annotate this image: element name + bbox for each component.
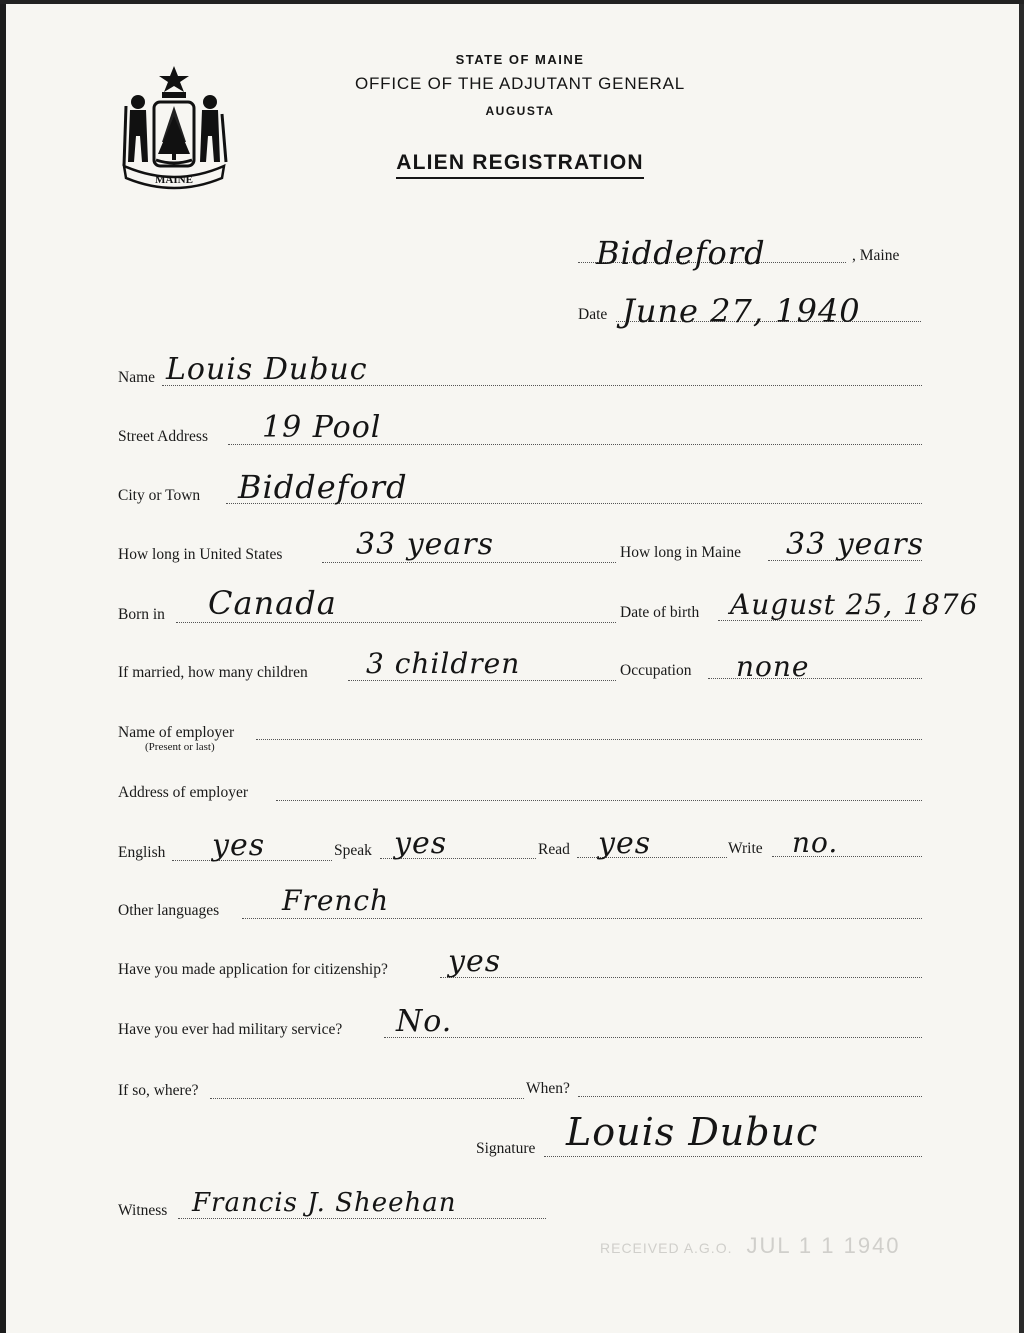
received-stamp [600, 1233, 901, 1259]
children-value: 3 children [366, 647, 521, 680]
occupation-label: Occupation [620, 662, 692, 679]
city-value: Biddeford [238, 468, 408, 506]
city-heading: AUGUSTA [485, 104, 555, 118]
write-label: Write [728, 840, 763, 857]
town-value: Biddeford [596, 234, 766, 272]
speak-value: yes [394, 826, 448, 861]
children-line [348, 680, 616, 681]
signature-value: Louis Dubuc [566, 1110, 819, 1154]
other-languages-line [242, 918, 922, 919]
how-long-us-value: 33 years [356, 527, 495, 562]
english-value: yes [212, 828, 266, 863]
where-line [210, 1098, 524, 1099]
form-title [0, 151, 1024, 175]
employer-note: (Present or last) [145, 741, 215, 753]
witness-line [178, 1218, 546, 1219]
name-value: Louis Dubuc [166, 352, 368, 387]
office-heading: OFFICE OF THE ADJUTANT GENERAL [354, 74, 686, 93]
born-in-value: Canada [208, 584, 337, 622]
form-title-text: ALIEN REGISTRATION [396, 151, 644, 179]
date-of-birth-value: August 25, 1876 [730, 588, 979, 621]
date-value: June 27, 1940 [622, 292, 861, 330]
military-value: No. [396, 1004, 453, 1039]
how-long-us-line [322, 562, 616, 563]
seal-banner-text: MAINE [155, 174, 193, 186]
city-label: City or Town [118, 487, 201, 504]
read-value: yes [598, 826, 652, 861]
citizenship-value: yes [448, 944, 502, 979]
write-value: no. [792, 826, 839, 859]
citizenship-label: Have you made application for citizenship? [118, 961, 388, 978]
how-long-maine-label: How long in Maine [620, 544, 741, 561]
scan-edge-right [1019, 0, 1024, 1333]
received-stamp-text: RECEIVED A.G.O. [600, 1240, 733, 1256]
name-label: Name [118, 369, 156, 386]
witness-label: Witness [118, 1202, 168, 1219]
children-label: If married, how many children [118, 664, 308, 681]
scan-edge-top [0, 0, 1024, 4]
military-line [384, 1037, 922, 1038]
date-of-birth-label: Date of birth [620, 604, 700, 621]
employer-label: Name of employer [118, 724, 235, 741]
born-in-line [176, 622, 616, 623]
citizenship-line [440, 977, 922, 978]
other-languages-value: French [282, 884, 390, 917]
how-long-us-label: How long in United States [118, 546, 283, 563]
employer-address-label: Address of employer [118, 784, 248, 801]
received-stamp-date: JUL 1 1 1940 [746, 1233, 901, 1258]
scan-edge-left [0, 0, 6, 1333]
other-languages-label: Other languages [118, 902, 220, 919]
state-heading: STATE OF MAINE [455, 52, 585, 67]
employer-address-line [276, 800, 922, 801]
signature-label: Signature [476, 1140, 536, 1157]
read-label: Read [538, 841, 570, 858]
witness-value: Francis J. Sheehan [192, 1188, 457, 1218]
speak-label: Speak [334, 842, 372, 859]
street-value: 19 Pool [262, 410, 382, 445]
employer-line [256, 739, 922, 740]
english-label: English [118, 844, 166, 861]
how-long-maine-value: 33 years [786, 527, 925, 562]
born-in-label: Born in [118, 606, 165, 623]
when-line [578, 1096, 922, 1097]
military-label: Have you ever had military service? [118, 1021, 343, 1038]
where-label: If so, where? [118, 1082, 199, 1099]
when-label: When? [526, 1080, 570, 1097]
street-label: Street Address [118, 428, 208, 445]
maine-label: , Maine [852, 247, 900, 264]
date-label: Date [578, 306, 608, 323]
occupation-value: none [736, 650, 810, 683]
signature-line [544, 1156, 922, 1157]
